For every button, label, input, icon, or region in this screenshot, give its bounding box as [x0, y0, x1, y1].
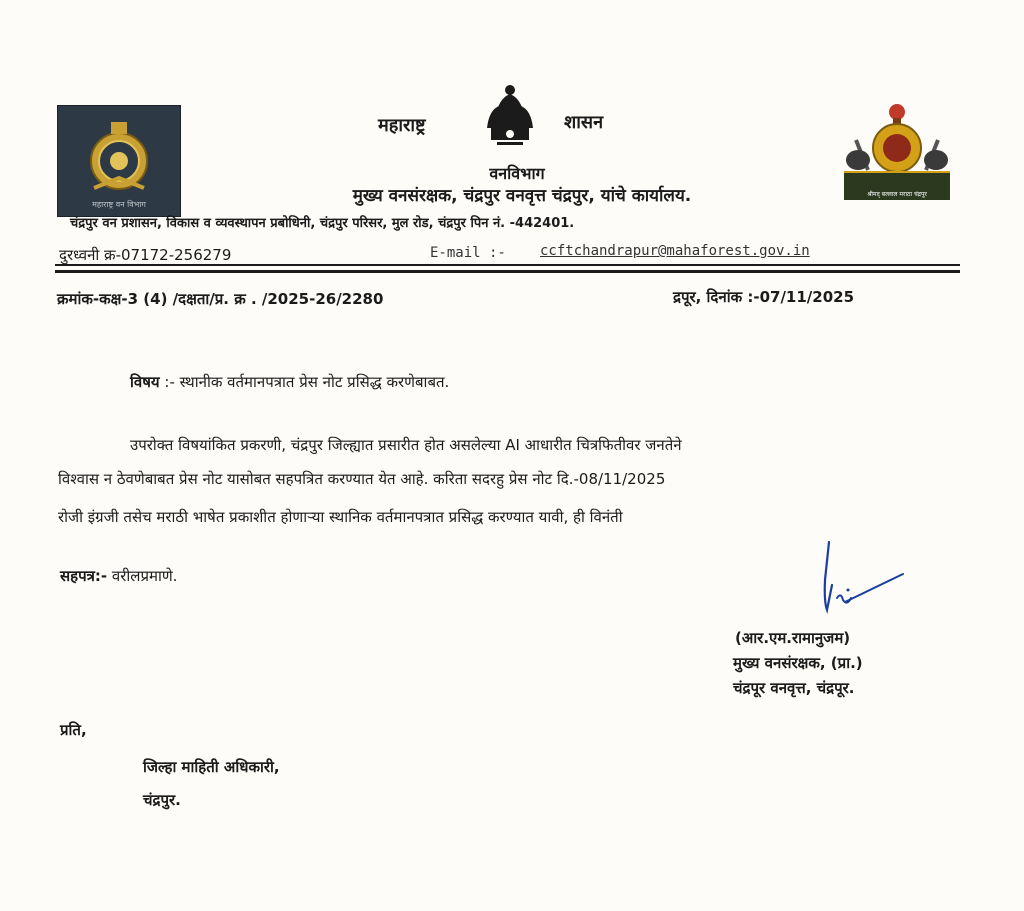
subject-line [130, 372, 449, 392]
subject-text: :- स्थानीक वर्तमानपत्रात प्रेस नोट प्रसिद्ध करणेबाबत. [164, 373, 450, 391]
letter-date: द्रपूर, दिनांक :-07/11/2025 [673, 288, 855, 306]
email-label: E-mail :- [430, 245, 506, 261]
department-title: वनविभाग [489, 164, 545, 183]
enclosure-label: सहपत्र:- [60, 567, 108, 585]
signatory-designation: मुख्य वनसंरक्षक, (प्रा.) [733, 654, 863, 672]
body-paragraph-line-1: उपरोक्त विषयांकित प्रकरणी, चंद्रपुर जिल्ह्यात प्रसारीत होत असलेल्या AI आधारीत चित्रफितीवर जनतेने [130, 436, 682, 454]
right-logo-caption: श्रीमद् बल्लाल मराठा चंद्रपूर [867, 191, 927, 198]
reference-number: क्रमांक-कक्ष-3 (4) /दक्षता/प्र. क्र . /2025-26/2280 [57, 290, 384, 308]
header-divider-thin [55, 264, 960, 266]
signatory-name: (आर.एम.रामानुजम) [735, 629, 851, 647]
recipient-place: चंद्रपुर. [143, 791, 181, 809]
enclosure-text: वरीलप्रमाणे. [111, 567, 178, 585]
national-emblem-icon [475, 78, 545, 148]
left-logo-caption: महाराष्ट्र वन विभाग [92, 200, 146, 209]
email-address: ccftchandrapur@mahaforest.gov.in [540, 243, 810, 259]
phone-number: दुरध्वनी क्र-07172-256279 [59, 246, 232, 264]
body-paragraph-line-3: रोजी इंग्रजी तसेच मराठी भाषेत प्रकाशीत होणाऱ्या स्थानिक वर्तमानपत्रात प्रसिद्ध करण्यात यावी, ही विनंती [58, 508, 623, 526]
government-label: शासन [564, 112, 604, 133]
signatory-office: चंद्रपूर वनवृत्त, चंद्रपूर. [733, 679, 855, 697]
office-address: चंद्रपुर वन प्रशासन, विकास व व्यवस्थापन प्रबोधिनी, चंद्रपुर परिसर, मुल रोड, चंद्रपुर पिन नं. -442401. [70, 216, 575, 231]
header-divider-thick [55, 270, 960, 273]
recipient-designation: जिल्हा माहिती अधिकारी, [143, 758, 280, 776]
office-title: मुख्य वनसंरक्षक, चंद्रपुर वनवृत्त चंद्रपुर, यांचे कार्यालय. [352, 186, 692, 206]
subject-label: विषय [130, 373, 160, 391]
state-name: महाराष्ट्र [378, 115, 426, 136]
body-paragraph-line-2: विश्वास न ठेवणेबाबत प्रेस नोट यासोबत सहपत्रित करण्यात येत आहे. करिता सदरहु प्रेस नोट दि.-08/11/2025 [58, 470, 666, 488]
signature-image [815, 540, 905, 615]
enclosure-line [60, 566, 177, 586]
to-label: प्रति, [60, 721, 87, 739]
